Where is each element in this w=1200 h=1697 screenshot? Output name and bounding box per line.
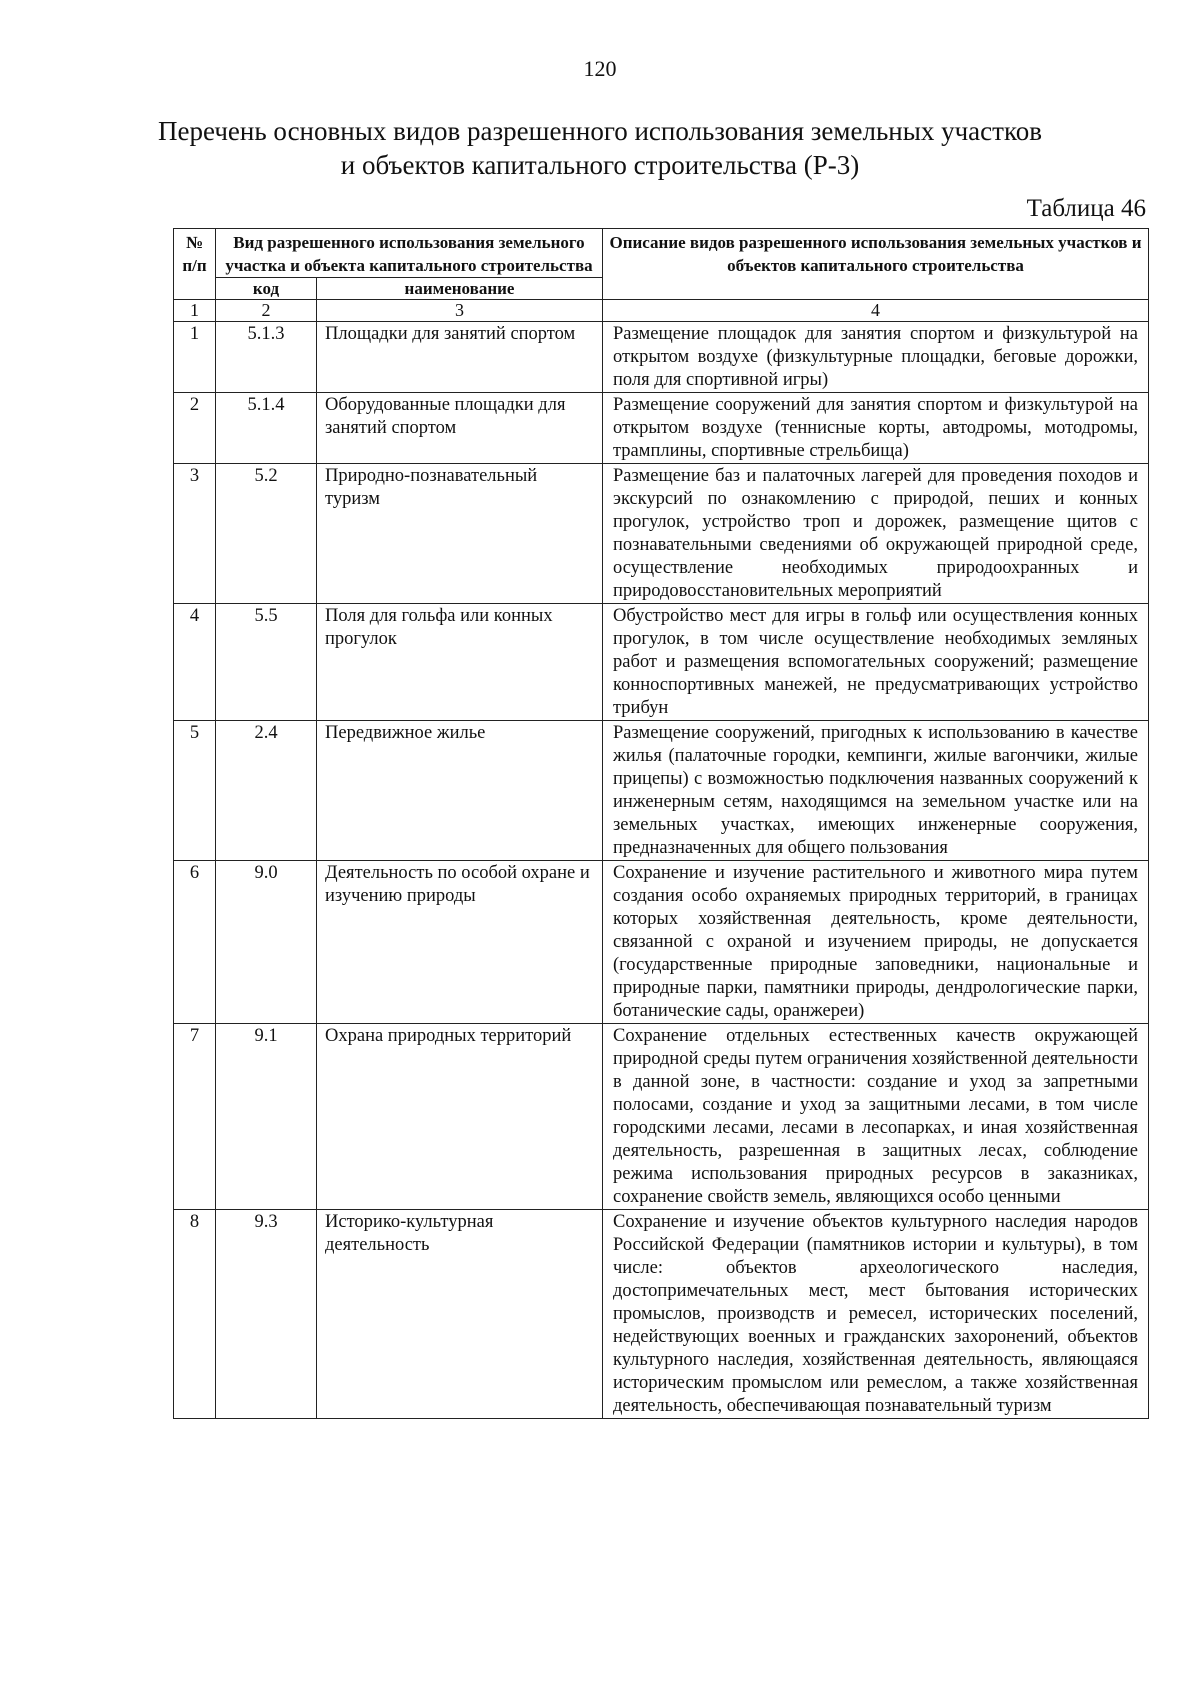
row-num: 4 <box>174 604 216 721</box>
row-description: Размещение баз и палаточных лагерей для проведения походов и экскурсий по ознакомлению с природой, пеших и конных прогулок, устройство троп и дорожек, размещение щитов с познавательными сведениями об окружающей природной среде, осуществление необходимых природоохранных и природовосстановительных мероприятий <box>603 464 1149 604</box>
table-row <box>174 1210 1149 1419</box>
row-description: Размещение сооружений для занятия спортом и физкультурой на открытом воздухе (теннисные корты, автодромы, мотодромы, трамплины, спортивные стрельбища) <box>603 393 1149 464</box>
row-code: 2.4 <box>216 721 317 861</box>
table-label: Таблица 46 <box>1026 195 1146 222</box>
column-number: 4 <box>603 300 1149 322</box>
row-description: Сохранение и изучение растительного и животного мира путем создания особо охраняемых природных территорий, в границах которых хозяйственная деятельность, кроме деятельности, связанной с охраной и изучением природы, не допускается (государственные природные заповедники, национальные и природные парки, памятники природы, дендрологические парки, ботанические сады, оранжереи) <box>603 861 1149 1024</box>
table-row <box>174 322 1149 393</box>
row-name: Охрана природных территорий <box>317 1024 603 1210</box>
row-code: 9.1 <box>216 1024 317 1210</box>
row-description: Размещение сооружений, пригодных к использованию в качестве жилья (палаточные городки, кемпинги, жилые вагончики, жилые прицепы) с возможностью подключения названных сооружений к инженерным сетям, находящимся на земельном участке или на земельных участках, имеющих инженерные сооружения, предназначенных для общего пользования <box>603 721 1149 861</box>
column-number: 1 <box>174 300 216 322</box>
row-description: Размещение площадок для занятия спортом и физкультурой на открытом воздухе (физкультурные площадки, беговые дорожки, поля для спортивной игры) <box>603 322 1149 393</box>
row-name: Историко-культурная деятельность <box>317 1210 603 1419</box>
row-code: 5.1.4 <box>216 393 317 464</box>
row-description: Обустройство мест для игры в гольф или осуществления конных прогулок, в том числе осуществление необходимых земляных работ и размещения вспомогательных сооружений; размещение конноспортивных манежей, не предусматривающих устройство трибун <box>603 604 1149 721</box>
column-number: 2 <box>216 300 317 322</box>
header-code: код <box>216 278 317 300</box>
row-code: 5.1.3 <box>216 322 317 393</box>
row-num: 8 <box>174 1210 216 1419</box>
row-num: 5 <box>174 721 216 861</box>
title-line-2: и объектов капитального строительства (Р-3) <box>340 150 860 180</box>
row-code: 5.2 <box>216 464 317 604</box>
row-name: Поля для гольфа или конных прогулок <box>317 604 603 721</box>
table-row <box>174 393 1149 464</box>
title-line-1: Перечень основных видов разрешенного использования земельных участков <box>158 116 1042 146</box>
row-description: Сохранение отдельных естественных качеств окружающей природной среды путем ограничения хозяйственной деятельности в данной зоне, в частности: создание и уход за запретными полосами, создание и уход за защитными лесами, в том числе городскими лесами, лесами в лесопарках, и иная хозяйственная деятельность, разрешенная в защитных лесах, соблюдение режима использования природных ресурсов в заказниках, сохранение свойств земель, являющихся особо ценными <box>603 1024 1149 1210</box>
row-description: Сохранение и изучение объектов культурного наследия народов Российской Федерации (памятников истории и культуры), в том числе: объектов археологического наследия, достопримечательных мест, мест бытования исторических промыслов, производств и ремесел, исторических поселений, недействующих военных и гражданских захоронений, объектов культурного наследия, хозяйственная деятельность, являющаяся историческим промыслом или ремеслом, а также хозяйственная деятельность, обеспечивающая познавательный туризм <box>603 1210 1149 1419</box>
table-row <box>174 1024 1149 1210</box>
row-num: 1 <box>174 322 216 393</box>
table-row <box>174 604 1149 721</box>
table-row <box>174 464 1149 604</box>
row-num: 2 <box>174 393 216 464</box>
row-code: 5.5 <box>216 604 317 721</box>
row-name: Передвижное жилье <box>317 721 603 861</box>
header-num: № п/п <box>174 229 216 300</box>
row-num: 6 <box>174 861 216 1024</box>
header-description: Описание видов разрешенного использования земельных участков и объектов капитального строительства <box>603 229 1149 300</box>
table-row <box>174 721 1149 861</box>
row-name: Деятельность по особой охране и изучению природы <box>317 861 603 1024</box>
row-name: Оборудованные площадки для занятий спортом <box>317 393 603 464</box>
page-number: 120 <box>583 56 617 81</box>
row-code: 9.0 <box>216 861 317 1024</box>
row-num: 7 <box>174 1024 216 1210</box>
row-code: 9.3 <box>216 1210 317 1419</box>
header-kind: Вид разрешенного использования земельного участка и объекта капитального строительства <box>216 229 603 278</box>
column-number: 3 <box>317 300 603 322</box>
land-use-table <box>173 228 1149 1419</box>
table-row <box>174 861 1149 1024</box>
row-num: 3 <box>174 464 216 604</box>
row-name: Площадки для занятий спортом <box>317 322 603 393</box>
row-name: Природно-познавательный туризм <box>317 464 603 604</box>
header-name: наименование <box>317 278 603 300</box>
page-title <box>100 114 1100 182</box>
